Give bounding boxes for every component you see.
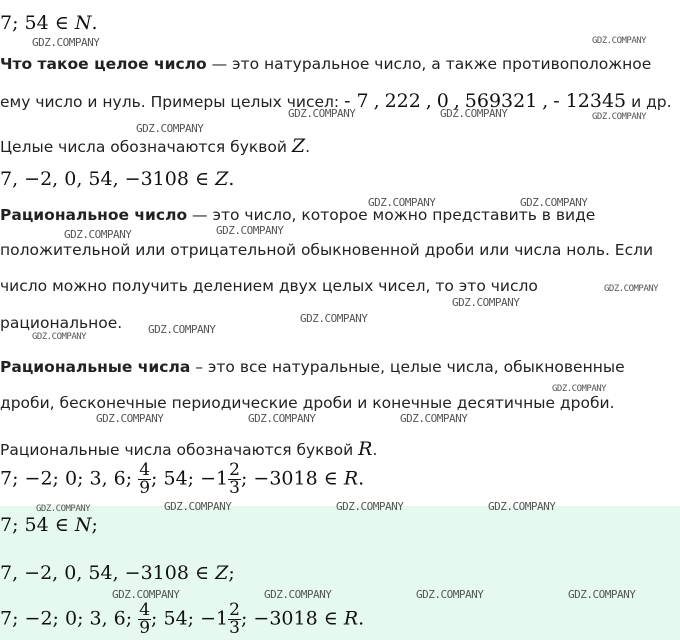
watermark: GDZ.COMPANY bbox=[604, 284, 659, 294]
set-letter-z: Z bbox=[215, 562, 229, 584]
fraction-two-thirds bbox=[228, 462, 241, 497]
rational-definition-line2 bbox=[0, 241, 653, 259]
rational-numbers-term: Рациональные числа bbox=[0, 358, 191, 376]
integer-example: 0 bbox=[436, 90, 449, 112]
watermark: GDZ.COMPANY bbox=[164, 500, 232, 513]
watermark: GDZ.COMPANY bbox=[300, 312, 368, 325]
integer-definition-text: — это натуральное число, а также противоположное bbox=[206, 55, 652, 73]
integer-example: - 12345 bbox=[553, 90, 627, 112]
rational-numbers-line2 bbox=[0, 394, 615, 412]
fraction-numerator: 2 bbox=[229, 460, 240, 480]
watermark: GDZ.COMPANY bbox=[36, 504, 91, 514]
element-of-symbol: ∈ bbox=[54, 514, 69, 536]
punctuation: . bbox=[91, 12, 98, 34]
rational-definition-line1 bbox=[0, 206, 595, 224]
rational-notation-text: Рациональные числа обозначаются буквой bbox=[0, 441, 359, 459]
watermark: GDZ.COMPANY bbox=[336, 500, 404, 513]
watermark: GDZ.COMPANY bbox=[96, 412, 164, 425]
rational-definition-text: — это число, которое можно представить в виде bbox=[187, 206, 596, 224]
element-of-symbol: ∈ bbox=[195, 562, 210, 584]
punctuation: . bbox=[358, 607, 365, 630]
punctuation: . bbox=[372, 441, 378, 459]
watermark: GDZ.COMPANY bbox=[248, 412, 316, 425]
fraction-denominator: 3 bbox=[229, 618, 240, 638]
fraction-denominator: 3 bbox=[229, 478, 240, 498]
integer-example: - 7 bbox=[344, 90, 369, 112]
fraction-numerator: 2 bbox=[229, 600, 240, 620]
watermark: GDZ.COMPANY bbox=[416, 588, 484, 601]
answer-rational-numbers: ; −3018 bbox=[240, 607, 318, 630]
set-letter-r: R bbox=[343, 467, 359, 490]
answer-natural bbox=[0, 514, 98, 536]
element-of-symbol: ∈ bbox=[195, 168, 210, 190]
fraction-denominator: 9 bbox=[139, 618, 151, 638]
answer-rational-numbers: ; 54; −1 bbox=[151, 607, 229, 630]
rational-definition-text: число можно получить делением двух целых чисел, то это число bbox=[0, 277, 538, 295]
fraction-denominator: 9 bbox=[139, 478, 151, 498]
integer-example-numbers: 7, −2, 0, 54, −3108 bbox=[0, 168, 189, 190]
set-letter-n: N bbox=[74, 514, 92, 536]
punctuation: . bbox=[305, 138, 311, 156]
rational-definition-text: положительной или отрицательной обыкновенной дроби или числа ноль. Если bbox=[0, 241, 654, 259]
watermark: GDZ.COMPANY bbox=[136, 122, 204, 135]
integer-notation-text: Целые числа обозначаются буквой bbox=[0, 138, 292, 156]
rational-definition-line3 bbox=[0, 277, 538, 295]
rational-numbers-line3 bbox=[0, 438, 377, 460]
answer-rational-numbers: 7; −2; 0; 3, 6; bbox=[0, 607, 133, 630]
punctuation: . bbox=[228, 168, 235, 190]
element-of-symbol: ∈ bbox=[323, 467, 338, 490]
punctuation: . bbox=[358, 467, 365, 490]
set-letter-r: R bbox=[343, 607, 359, 630]
watermark: GDZ.COMPANY bbox=[64, 228, 132, 241]
integer-definition-line2: ему число и нуль. Примеры целых чисел: - 7 , 222 , 0 , 569321 , - 12345 и др. bbox=[0, 90, 672, 112]
set-letter-n: N bbox=[74, 12, 92, 34]
rational-example-numbers: ; 54; −1 bbox=[151, 467, 229, 490]
integer-term: Что такое целое число bbox=[0, 55, 207, 73]
answer-integer-numbers: 7, −2, 0, 54, −3108 bbox=[0, 562, 189, 584]
integer-example: 222 bbox=[384, 90, 421, 112]
integer-examples-intro: ему число и нуль. Примеры целых чисел: bbox=[0, 93, 345, 111]
rational-definition-text: рациональное. bbox=[0, 314, 123, 332]
rational-numbers-text: дроби, бесконечные периодические дроби и конечные десятичные дроби. bbox=[0, 394, 615, 412]
fraction-numerator: 4 bbox=[139, 600, 151, 620]
answer-natural-numbers: 7; 54 bbox=[0, 514, 49, 536]
fraction-numerator: 4 bbox=[139, 460, 151, 480]
punctuation: ; bbox=[228, 562, 235, 584]
integer-definition-line1 bbox=[0, 55, 651, 73]
watermark: GDZ.COMPANY bbox=[148, 323, 216, 336]
watermark: GDZ.COMPANY bbox=[488, 500, 556, 513]
watermark: GDZ.COMPANY bbox=[400, 412, 468, 425]
fraction-four-ninths bbox=[138, 602, 151, 637]
integer-example: 569321 bbox=[464, 90, 538, 112]
rational-example-numbers: 7; −2; 0; 3, 6; bbox=[0, 467, 133, 490]
integer-example bbox=[0, 168, 234, 190]
watermark: GDZ.COMPANY bbox=[520, 196, 588, 209]
element-of-symbol: ∈ bbox=[323, 607, 338, 630]
watermark: GDZ.COMPANY bbox=[440, 107, 508, 120]
integer-examples-end: и др. bbox=[626, 93, 672, 111]
rational-numbers-text: – это все натуральные, целые числа, обыкновенные bbox=[190, 358, 625, 376]
integer-definition-line3 bbox=[0, 135, 310, 157]
watermark: GDZ.COMPANY bbox=[552, 384, 607, 394]
natural-example bbox=[0, 12, 98, 34]
watermark: GDZ.COMPANY bbox=[568, 588, 636, 601]
rational-example bbox=[0, 462, 364, 497]
punctuation: ; bbox=[91, 514, 98, 536]
element-of-symbol: ∈ bbox=[54, 12, 69, 34]
watermark: GDZ.COMPANY bbox=[592, 112, 647, 122]
watermark: GDZ.COMPANY bbox=[216, 224, 284, 237]
watermark: GDZ.COMPANY bbox=[32, 36, 100, 49]
rational-example-numbers: ; −3018 bbox=[240, 467, 318, 490]
watermark: GDZ.COMPANY bbox=[368, 196, 436, 209]
set-letter-z: Z bbox=[215, 168, 229, 190]
answer-integer bbox=[0, 562, 235, 584]
fraction-four-ninths bbox=[138, 462, 151, 497]
rational-term: Рациональное число bbox=[0, 206, 188, 224]
watermark: GDZ.COMPANY bbox=[112, 588, 180, 601]
watermark: GDZ.COMPANY bbox=[592, 36, 647, 46]
watermark: GDZ.COMPANY bbox=[452, 296, 520, 309]
answer-rational bbox=[0, 602, 364, 637]
watermark: GDZ.COMPANY bbox=[288, 107, 356, 120]
fraction-two-thirds bbox=[228, 602, 241, 637]
set-letter-r: R bbox=[358, 438, 373, 460]
rational-numbers-line1 bbox=[0, 358, 625, 376]
natural-example-numbers: 7; 54 bbox=[0, 12, 49, 34]
watermark: GDZ.COMPANY bbox=[32, 332, 87, 342]
set-letter-z: Z bbox=[291, 135, 306, 157]
rational-definition-line4 bbox=[0, 314, 122, 332]
watermark: GDZ.COMPANY bbox=[264, 588, 332, 601]
